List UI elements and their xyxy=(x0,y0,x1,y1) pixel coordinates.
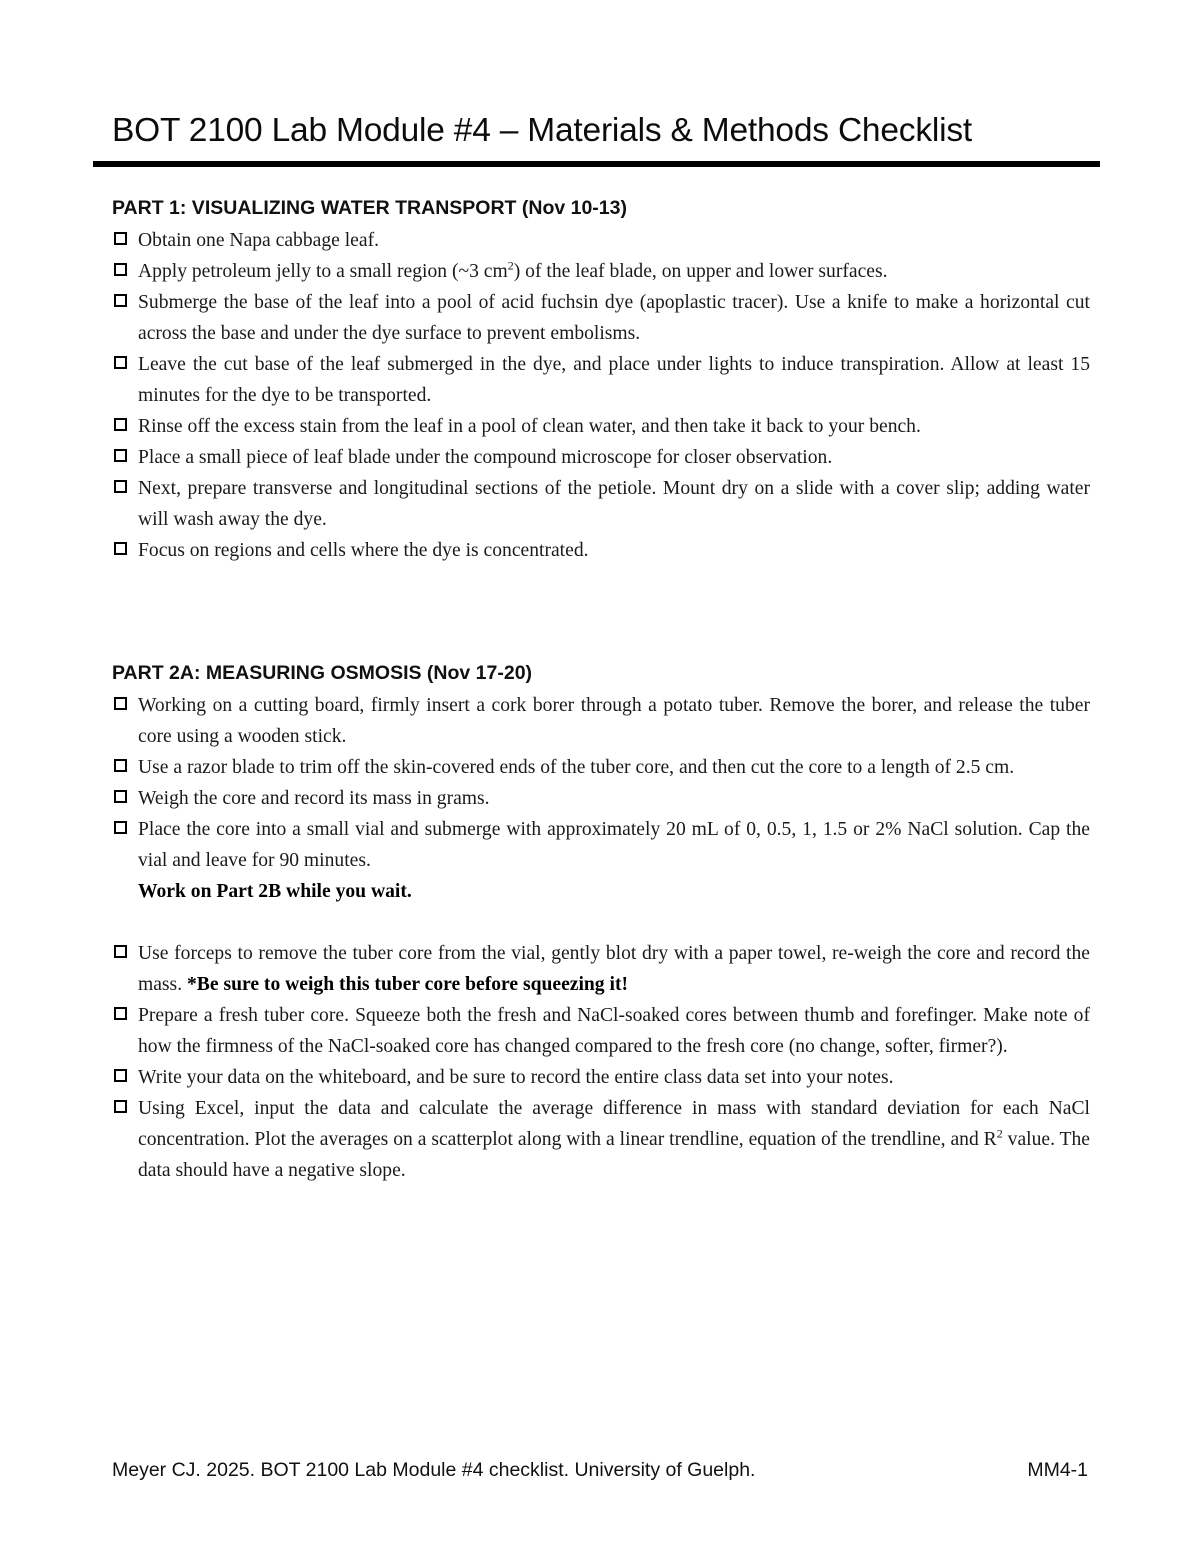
item-text: Use a razor blade to trim off the skin-covered ends of the tuber core, and then cut the core to a length of 2.5 cm. xyxy=(138,757,1015,778)
checklist-item xyxy=(112,814,1090,876)
page-number: MM4-1 xyxy=(1027,1459,1088,1481)
part1-heading: PART 1: VISUALIZING WATER TRANSPORT (Nov 10-13) xyxy=(112,197,627,219)
checkbox[interactable] xyxy=(114,790,127,803)
checklist-item xyxy=(112,1062,1090,1093)
item-text-pre: Using Excel, input the data and calculate the average difference in mass with standard deviation for each NaCl concentration. Plot the averages on a scatterplot along with a linear trendline, equation of the trendline, and R xyxy=(138,1098,1090,1150)
checkbox[interactable] xyxy=(114,697,127,710)
checklist-item xyxy=(112,256,1090,287)
footer-citation: Meyer CJ. 2025. BOT 2100 Lab Module #4 checklist. University of Guelph. xyxy=(112,1459,756,1481)
checkbox[interactable] xyxy=(114,449,127,462)
emphasis-note: *Be sure to weigh this tuber core before squeezing it! xyxy=(187,974,628,995)
wait-note: Work on Part 2B while you wait. xyxy=(138,881,412,902)
spacer xyxy=(112,907,1090,938)
title-rule xyxy=(93,161,1100,167)
item-text: Place the core into a small vial and submerge with approximately 20 mL of 0, 0.5, 1, 1.5 or 2% NaCl solution. Cap the vial and leave for 90 minutes. xyxy=(138,819,1090,871)
checkbox[interactable] xyxy=(114,759,127,772)
checklist-item xyxy=(112,535,1090,566)
checklist-item xyxy=(112,473,1090,535)
checkbox[interactable] xyxy=(114,1069,127,1082)
item-text: Leave the cut base of the leaf submerged in the dye, and place under lights to induce transpiration. Allow at least 15 minutes for the dye to be transported. xyxy=(138,354,1090,406)
checklist-item xyxy=(112,752,1090,783)
item-text: Focus on regions and cells where the dye is concentrated. xyxy=(138,540,589,561)
checkbox[interactable] xyxy=(114,356,127,369)
checklist-item xyxy=(112,442,1090,473)
item-text: Weigh the core and record its mass in grams. xyxy=(138,788,490,809)
checklist-item xyxy=(112,411,1090,442)
checkbox[interactable] xyxy=(114,294,127,307)
item-text: Obtain one Napa cabbage leaf. xyxy=(138,230,379,251)
checklist-item xyxy=(112,225,1090,256)
checkbox[interactable] xyxy=(114,480,127,493)
page-footer xyxy=(112,1459,1088,1482)
superscript: 2 xyxy=(507,258,514,273)
item-text-pre: Apply petroleum jelly to a small region (~3 cm xyxy=(138,261,508,282)
item-text: Submerge the base of the leaf into a pool of acid fuchsin dye (apoplastic tracer). Use a knife to make a horizontal cut across the base and under the dye surface to prevent embolisms. xyxy=(138,292,1090,344)
checkbox[interactable] xyxy=(114,1007,127,1020)
checklist-item xyxy=(112,783,1090,814)
checkbox[interactable] xyxy=(114,821,127,834)
item-text: Next, prepare transverse and longitudinal sections of the petiole. Mount dry on a slide with a cover slip; adding water will wash away the dye. xyxy=(138,478,1090,530)
part1-checklist xyxy=(112,225,1090,566)
checklist-item xyxy=(112,938,1090,1000)
checkbox[interactable] xyxy=(114,542,127,555)
superscript: 2 xyxy=(996,1126,1003,1141)
checkbox[interactable] xyxy=(114,232,127,245)
checkbox[interactable] xyxy=(114,1100,127,1113)
item-text: Rinse off the excess stain from the leaf in a pool of clean water, and then take it back to your bench. xyxy=(138,416,921,437)
item-text: Place a small piece of leaf blade under the compound microscope for closer observation. xyxy=(138,447,833,468)
item-text: Write your data on the whiteboard, and be sure to record the entire class data set into your notes. xyxy=(138,1067,894,1088)
checkbox[interactable] xyxy=(114,945,127,958)
item-text-post: value. The data should have a negative slope. xyxy=(138,1129,1091,1181)
part2a-heading: PART 2A: MEASURING OSMOSIS (Nov 17-20) xyxy=(112,662,533,684)
document-title: BOT 2100 Lab Module #4 – Materials & Methods Checklist xyxy=(112,112,973,149)
item-text-post: ) of the leaf blade, on upper and lower surfaces. xyxy=(513,261,888,282)
checkbox[interactable] xyxy=(114,418,127,431)
item-text: Working on a cutting board, firmly insert a cork borer through a potato tuber. Remove the borer, and release the tuber core using a wooden stick. xyxy=(138,695,1090,747)
checklist-item xyxy=(112,1093,1090,1186)
item-text: Prepare a fresh tuber core. Squeeze both the fresh and NaCl-soaked cores between thumb and forefinger. Make note of how the firmness of the NaCl-soaked core has changed compared to the fresh core (no change, softer, firmer?). xyxy=(138,1005,1090,1057)
item-text: Use forceps to remove the tuber core from the vial, gently blot dry with a paper towel, re-weigh the core and record the mass. xyxy=(138,943,1090,995)
checklist-item xyxy=(112,287,1090,349)
checkbox[interactable] xyxy=(114,263,127,276)
part2a-checklist xyxy=(112,690,1090,1186)
checklist-item xyxy=(112,1000,1090,1062)
checklist-item xyxy=(112,349,1090,411)
checklist-item xyxy=(112,690,1090,752)
